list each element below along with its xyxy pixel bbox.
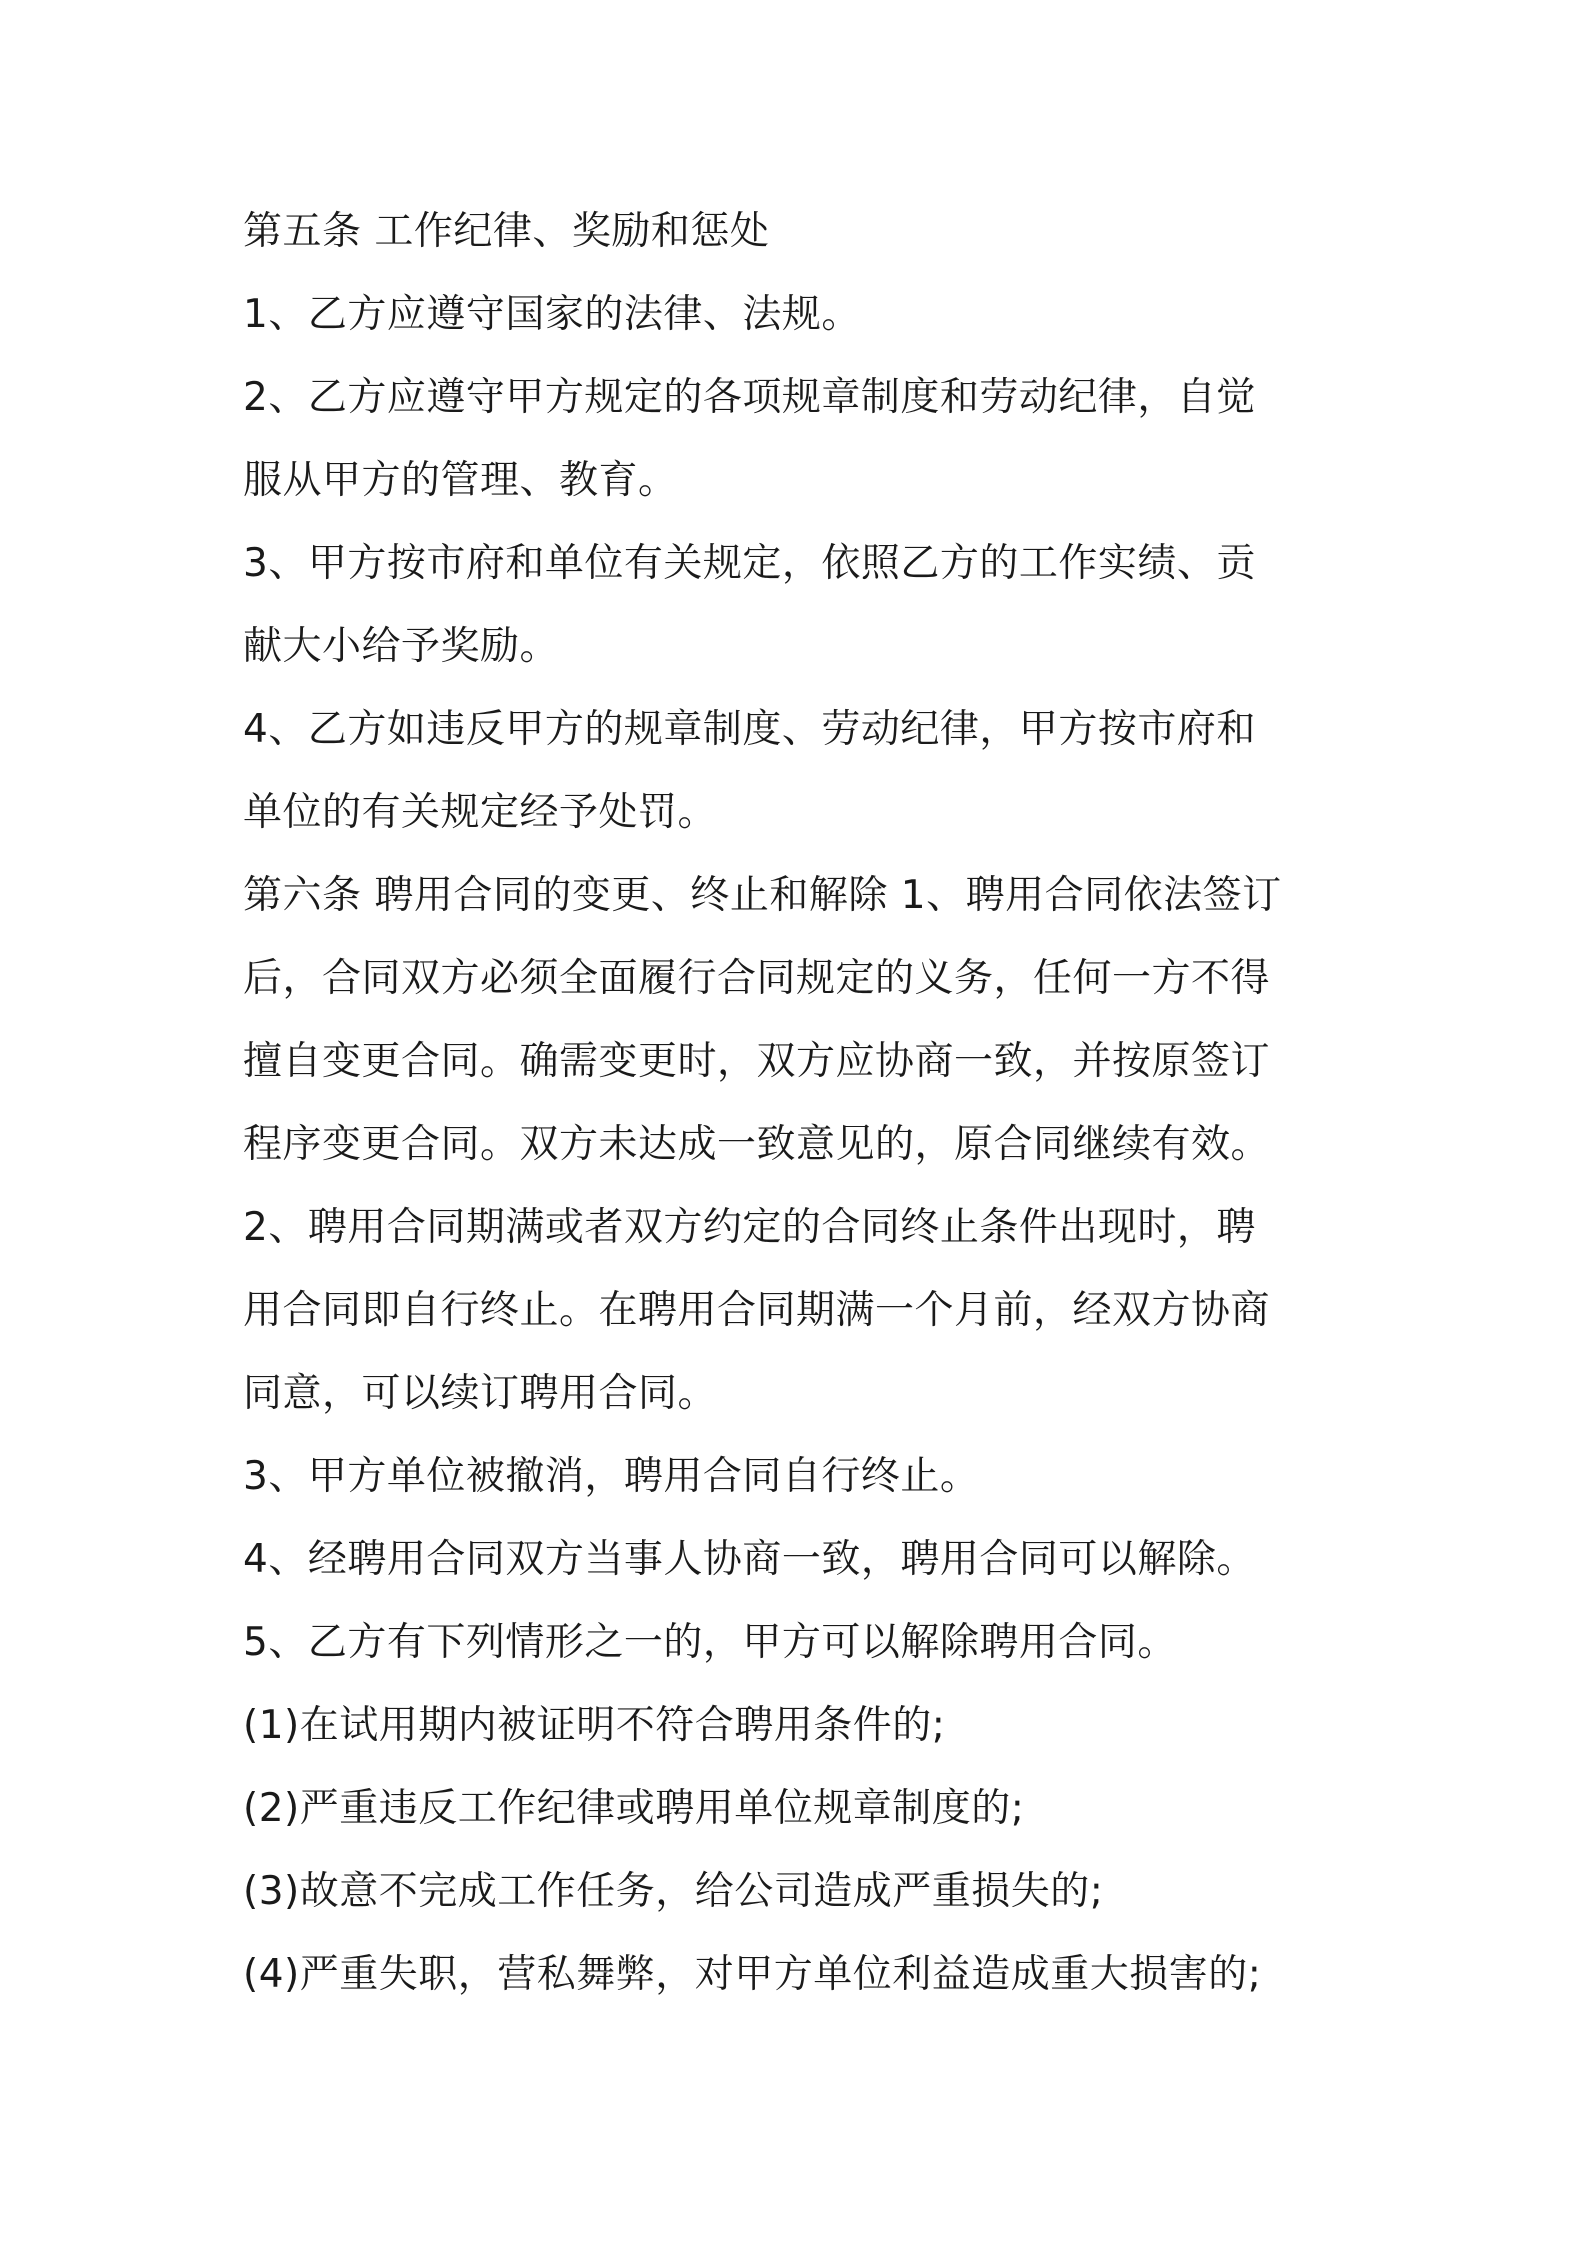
paragraph-line: 用合同即自行终止。在聘用合同期满一个月前，经双方协商 (243, 1288, 1271, 1333)
list-item: (4)严重失职，营私舞弊，对甲方单位利益造成重大损害的; (243, 1952, 1262, 1997)
paragraph-line: 后，合同双方必须全面履行合同规定的义务，任何一方不得 (243, 956, 1271, 1001)
paragraph-line: 程序变更合同。双方未达成一致意见的，原合同继续有效。 (243, 1122, 1271, 1167)
paragraph-line: 服从甲方的管理、教育。 (243, 458, 678, 503)
paragraph-line: 擅自变更合同。确需变更时，双方应协商一致，并按原签订 (243, 1039, 1271, 1084)
paragraph-line: 1、乙方应遵守国家的法律、法规。 (243, 292, 861, 337)
list-item: (3)故意不完成工作任务，给公司造成严重损失的; (243, 1869, 1104, 1914)
paragraph-line: 2、乙方应遵守甲方规定的各项规章制度和劳动纪律，自觉 (243, 375, 1256, 420)
paragraph-line: 5、乙方有下列情形之一的，甲方可以解除聘用合同。 (243, 1620, 1177, 1665)
list-item: (2)严重违反工作纪律或聘用单位规章制度的; (243, 1786, 1025, 1831)
paragraph-line: 4、经聘用合同双方当事人协商一致，聘用合同可以解除。 (243, 1537, 1256, 1582)
paragraph-line: 3、甲方单位被撤消，聘用合同自行终止。 (243, 1454, 980, 1499)
paragraph-line: 单位的有关规定经予处罚。 (243, 790, 718, 835)
paragraph-line: 4、乙方如违反甲方的规章制度、劳动纪律，甲方按市府和 (243, 707, 1256, 752)
paragraph-line: 3、甲方按市府和单位有关规定，依照乙方的工作实绩、贡 (243, 541, 1256, 586)
section-heading-article-6: 第六条 聘用合同的变更、终止和解除 1、聘用合同依法签订 (243, 873, 1282, 918)
paragraph-line: 2、聘用合同期满或者双方约定的合同终止条件出现时，聘 (243, 1205, 1256, 1250)
document-body (243, 190, 1358, 2016)
paragraph-line: 献大小给予奖励。 (243, 624, 560, 669)
section-heading-article-5: 第五条 工作纪律、奖励和惩处 (243, 209, 770, 254)
list-item: (1)在试用期内被证明不符合聘用条件的; (243, 1703, 946, 1748)
paragraph-line: 同意，可以续订聘用合同。 (243, 1371, 718, 1416)
